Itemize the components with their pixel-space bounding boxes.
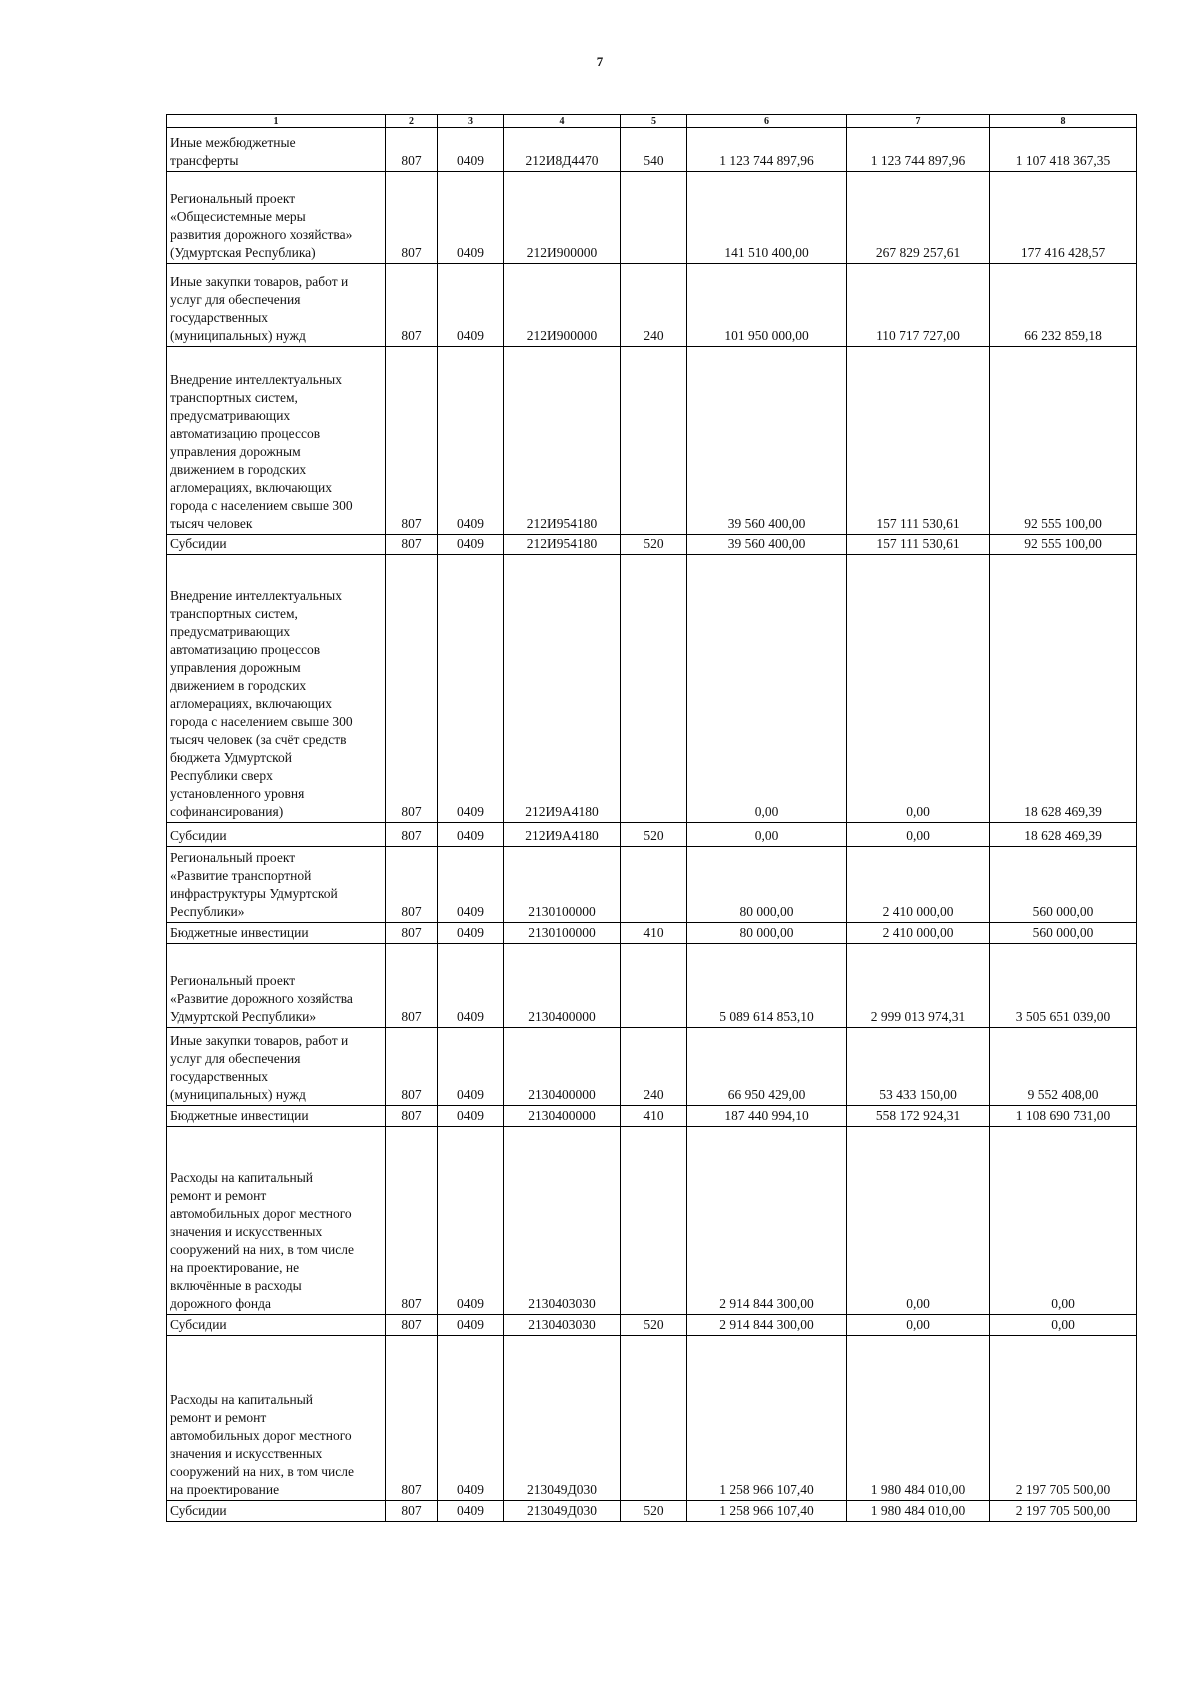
amount-col7-cell: 0,00	[847, 555, 990, 823]
amount-col6-cell: 187 440 994,10	[687, 1106, 847, 1127]
section-code-cell: 0409	[438, 1501, 504, 1522]
target-article-cell: 212И900000	[504, 264, 621, 347]
amount-col7-cell: 0,00	[847, 1127, 990, 1315]
row-name-cell: Региональный проект «Общесистемные меры развития дорожного хозяйства» (Удмуртская Республика)	[167, 172, 386, 264]
admin-code-cell: 807	[386, 847, 438, 923]
column-number: 5	[621, 115, 687, 128]
row-name-cell: Субсидии	[167, 535, 386, 555]
admin-code-cell: 807	[386, 172, 438, 264]
column-number-row	[167, 115, 1137, 128]
amount-col8-cell: 66 232 859,18	[990, 264, 1137, 347]
amount-col6-cell: 66 950 429,00	[687, 1028, 847, 1106]
amount-col7-cell: 2 999 013 974,31	[847, 944, 990, 1028]
amount-col8-cell: 3 505 651 039,00	[990, 944, 1137, 1028]
amount-col6-cell: 1 258 966 107,40	[687, 1336, 847, 1501]
table-row	[167, 264, 1137, 347]
row-name-cell: Региональный проект «Развитие дорожного хозяйства Удмуртской Республики»	[167, 944, 386, 1028]
budget-table	[166, 114, 1137, 1522]
expense-type-cell	[621, 944, 687, 1028]
amount-col6-cell: 5 089 614 853,10	[687, 944, 847, 1028]
expense-type-cell: 410	[621, 923, 687, 944]
row-name-cell: Внедрение интеллектуальных транспортных систем, предусматривающих автоматизацию процессов управления дорожным движением в городских агломерациях, включающих города с населением свыше 300 тысяч человек (за счёт средств бюджета Удмуртской Республики сверх установленного уровня софинансирования)	[167, 555, 386, 823]
amount-col6-cell: 141 510 400,00	[687, 172, 847, 264]
amount-col6-cell: 1 258 966 107,40	[687, 1501, 847, 1522]
target-article-cell: 212И8Д4470	[504, 128, 621, 172]
row-name-cell: Иные межбюджетные трансферты	[167, 128, 386, 172]
target-article-cell: 212И9А4180	[504, 555, 621, 823]
table-row	[167, 1315, 1137, 1336]
section-code-cell: 0409	[438, 823, 504, 847]
section-code-cell: 0409	[438, 172, 504, 264]
amount-col8-cell: 2 197 705 500,00	[990, 1501, 1137, 1522]
target-article-cell: 212И9А4180	[504, 823, 621, 847]
amount-col6-cell: 1 123 744 897,96	[687, 128, 847, 172]
section-code-cell: 0409	[438, 347, 504, 535]
amount-col8-cell: 1 107 418 367,35	[990, 128, 1137, 172]
row-name-cell: Бюджетные инвестиции	[167, 1106, 386, 1127]
amount-col8-cell: 1 108 690 731,00	[990, 1106, 1137, 1127]
row-name-cell: Внедрение интеллектуальных транспортных систем, предусматривающих автоматизацию процессов управления дорожным движением в городских агломерациях, включающих города с населением свыше 300 тысяч человек	[167, 347, 386, 535]
amount-col8-cell: 177 416 428,57	[990, 172, 1137, 264]
amount-col7-cell: 53 433 150,00	[847, 1028, 990, 1106]
admin-code-cell: 807	[386, 1106, 438, 1127]
table-row	[167, 128, 1137, 172]
expense-type-cell: 520	[621, 1315, 687, 1336]
admin-code-cell: 807	[386, 555, 438, 823]
admin-code-cell: 807	[386, 264, 438, 347]
column-number: 2	[386, 115, 438, 128]
table-row	[167, 1336, 1137, 1501]
amount-col8-cell: 560 000,00	[990, 923, 1137, 944]
admin-code-cell: 807	[386, 1127, 438, 1315]
table-row	[167, 347, 1137, 535]
admin-code-cell: 807	[386, 944, 438, 1028]
row-name-cell: Иные закупки товаров, работ и услуг для обеспечения государственных (муниципальных) нужд	[167, 1028, 386, 1106]
amount-col6-cell: 80 000,00	[687, 847, 847, 923]
section-code-cell: 0409	[438, 1028, 504, 1106]
amount-col7-cell: 1 980 484 010,00	[847, 1501, 990, 1522]
table-body	[167, 115, 1137, 1522]
amount-col8-cell: 18 628 469,39	[990, 823, 1137, 847]
admin-code-cell: 807	[386, 1028, 438, 1106]
amount-col7-cell: 267 829 257,61	[847, 172, 990, 264]
column-number: 8	[990, 115, 1137, 128]
amount-col7-cell: 0,00	[847, 823, 990, 847]
expense-type-cell	[621, 347, 687, 535]
expense-type-cell	[621, 1336, 687, 1501]
column-number: 3	[438, 115, 504, 128]
amount-col6-cell: 2 914 844 300,00	[687, 1127, 847, 1315]
table-row	[167, 847, 1137, 923]
expense-type-cell: 520	[621, 535, 687, 555]
amount-col6-cell: 101 950 000,00	[687, 264, 847, 347]
amount-col6-cell: 39 560 400,00	[687, 347, 847, 535]
target-article-cell: 213049Д030	[504, 1336, 621, 1501]
admin-code-cell: 807	[386, 535, 438, 555]
amount-col8-cell: 9 552 408,00	[990, 1028, 1137, 1106]
expense-type-cell	[621, 555, 687, 823]
amount-col8-cell: 92 555 100,00	[990, 347, 1137, 535]
amount-col6-cell: 80 000,00	[687, 923, 847, 944]
table-row	[167, 1028, 1137, 1106]
expense-type-cell	[621, 847, 687, 923]
expense-type-cell: 240	[621, 264, 687, 347]
amount-col7-cell: 157 111 530,61	[847, 347, 990, 535]
row-name-cell: Субсидии	[167, 823, 386, 847]
table-row	[167, 535, 1137, 555]
page-number: 7	[596, 54, 604, 69]
amount-col8-cell: 0,00	[990, 1315, 1137, 1336]
row-name-cell: Бюджетные инвестиции	[167, 923, 386, 944]
amount-col7-cell: 110 717 727,00	[847, 264, 990, 347]
section-code-cell: 0409	[438, 1127, 504, 1315]
amount-col8-cell: 92 555 100,00	[990, 535, 1137, 555]
column-number: 7	[847, 115, 990, 128]
section-code-cell: 0409	[438, 847, 504, 923]
admin-code-cell: 807	[386, 1315, 438, 1336]
amount-col7-cell: 1 123 744 897,96	[847, 128, 990, 172]
table-row	[167, 944, 1137, 1028]
target-article-cell: 2130100000	[504, 923, 621, 944]
admin-code-cell: 807	[386, 923, 438, 944]
admin-code-cell: 807	[386, 1336, 438, 1501]
amount-col6-cell: 0,00	[687, 823, 847, 847]
section-code-cell: 0409	[438, 944, 504, 1028]
table-row	[167, 1106, 1137, 1127]
expense-type-cell	[621, 1127, 687, 1315]
target-article-cell: 2130400000	[504, 1106, 621, 1127]
amount-col6-cell: 39 560 400,00	[687, 535, 847, 555]
amount-col7-cell: 2 410 000,00	[847, 847, 990, 923]
amount-col7-cell: 558 172 924,31	[847, 1106, 990, 1127]
section-code-cell: 0409	[438, 128, 504, 172]
amount-col6-cell: 2 914 844 300,00	[687, 1315, 847, 1336]
expense-type-cell: 540	[621, 128, 687, 172]
column-number: 6	[687, 115, 847, 128]
target-article-cell: 212И954180	[504, 347, 621, 535]
expense-type-cell: 520	[621, 823, 687, 847]
amount-col7-cell: 0,00	[847, 1315, 990, 1336]
section-code-cell: 0409	[438, 264, 504, 347]
target-article-cell: 2130403030	[504, 1127, 621, 1315]
admin-code-cell: 807	[386, 1501, 438, 1522]
target-article-cell: 2130400000	[504, 944, 621, 1028]
table-row	[167, 1501, 1137, 1522]
row-name-cell: Расходы на капитальный ремонт и ремонт автомобильных дорог местного значения и искусственных сооружений на них, в том числе на проектирование, не включённые в расходы дорожного фонда	[167, 1127, 386, 1315]
target-article-cell: 213049Д030	[504, 1501, 621, 1522]
target-article-cell: 2130100000	[504, 847, 621, 923]
row-name-cell: Региональный проект «Развитие транспортной инфраструктуры Удмуртской Республики»	[167, 847, 386, 923]
row-name-cell: Субсидии	[167, 1315, 386, 1336]
section-code-cell: 0409	[438, 535, 504, 555]
target-article-cell: 212И954180	[504, 535, 621, 555]
target-article-cell: 212И900000	[504, 172, 621, 264]
row-name-cell: Расходы на капитальный ремонт и ремонт автомобильных дорог местного значения и искусственных сооружений на них, в том числе на проектирование	[167, 1336, 386, 1501]
expense-type-cell: 240	[621, 1028, 687, 1106]
section-code-cell: 0409	[438, 555, 504, 823]
amount-col7-cell: 1 980 484 010,00	[847, 1336, 990, 1501]
row-name-cell: Иные закупки товаров, работ и услуг для обеспечения государственных (муниципальных) нужд	[167, 264, 386, 347]
expense-type-cell: 520	[621, 1501, 687, 1522]
amount-col7-cell: 2 410 000,00	[847, 923, 990, 944]
amount-col7-cell: 157 111 530,61	[847, 535, 990, 555]
section-code-cell: 0409	[438, 1336, 504, 1501]
amount-col8-cell: 0,00	[990, 1127, 1137, 1315]
admin-code-cell: 807	[386, 347, 438, 535]
admin-code-cell: 807	[386, 128, 438, 172]
target-article-cell: 2130403030	[504, 1315, 621, 1336]
section-code-cell: 0409	[438, 1315, 504, 1336]
table-row	[167, 555, 1137, 823]
amount-col6-cell: 0,00	[687, 555, 847, 823]
expense-type-cell: 410	[621, 1106, 687, 1127]
amount-col8-cell: 2 197 705 500,00	[990, 1336, 1137, 1501]
admin-code-cell: 807	[386, 823, 438, 847]
amount-col8-cell: 560 000,00	[990, 847, 1137, 923]
table-row	[167, 172, 1137, 264]
target-article-cell: 2130400000	[504, 1028, 621, 1106]
table-row	[167, 823, 1137, 847]
column-number: 1	[167, 115, 386, 128]
column-number: 4	[504, 115, 621, 128]
row-name-cell: Субсидии	[167, 1501, 386, 1522]
section-code-cell: 0409	[438, 923, 504, 944]
amount-col8-cell: 18 628 469,39	[990, 555, 1137, 823]
expense-type-cell	[621, 172, 687, 264]
section-code-cell: 0409	[438, 1106, 504, 1127]
table-row	[167, 1127, 1137, 1315]
table-row	[167, 923, 1137, 944]
